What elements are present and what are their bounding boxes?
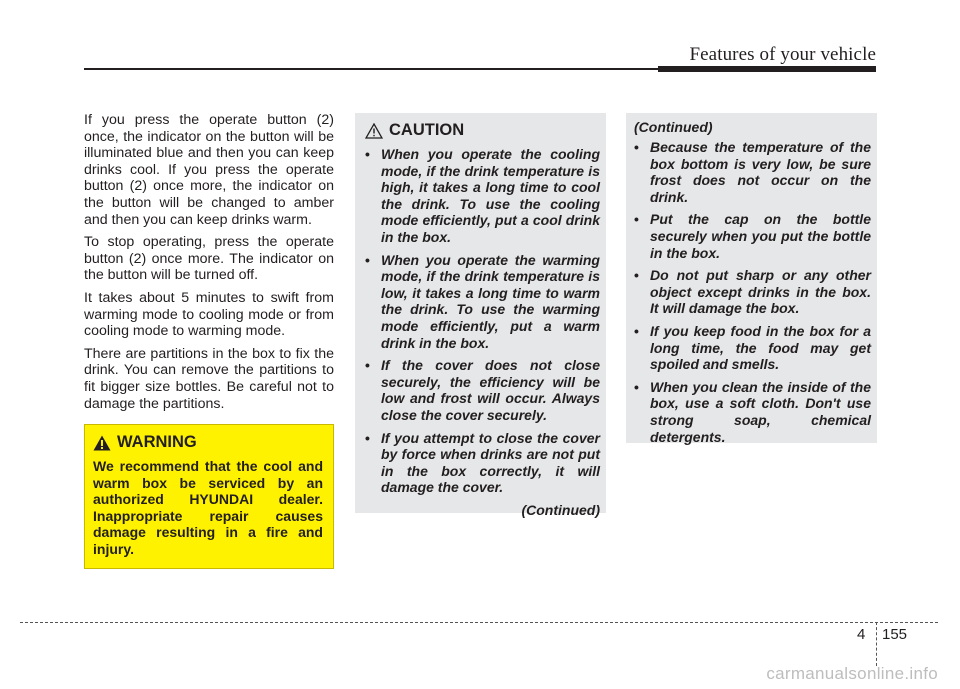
list-item: • If you attempt to close the cover by force when drinks are not put in the box correctly, it will damage the cover. — [365, 430, 600, 496]
chapter-number: 4 — [857, 626, 866, 643]
caution-heading-label: CAUTION — [389, 121, 465, 139]
caution-triangle-icon — [365, 123, 383, 139]
section-title: Features of your vehicle — [689, 44, 876, 65]
caution-list — [365, 146, 600, 496]
list-item: • Because the temperature of the box bottom is very low, be sure frost does not occur on the drink. — [634, 139, 871, 205]
caution-continued-list — [634, 139, 871, 445]
caution-heading — [365, 121, 600, 140]
header-rule-thick — [658, 66, 876, 72]
footer-page-divider — [876, 622, 877, 666]
paragraph: To stop operating, press the operate button (2) once more. The indicator on the button will be turned off. — [84, 234, 334, 284]
list-item: • If the cover does not close securely, the efficiency will be low and frost will occur. Always close the cover securely. — [365, 357, 600, 423]
header-rule-thin — [84, 68, 664, 70]
warning-triangle-icon — [93, 435, 111, 451]
paragraph: It takes about 5 minutes to swift from warming mode to cooling mode or from cooling mode to warming mode. — [84, 289, 334, 340]
list-item: • If you keep food in the box for a long time, the food may get spoiled and smells. — [634, 323, 871, 373]
watermark-text: carmanualsonline.info — [766, 664, 938, 683]
continued-label: (Continued) — [521, 501, 600, 518]
paragraph: If you press the operate button (2) once, the indicator on the button will be illuminated blue and then you can keep drinks cool. If you press the operate button (2) once more, the indicator on the button will be changed to amber and then you can keep drinks warm. — [84, 112, 334, 228]
warning-text: We recommend that the cool and warm box be serviced by an authorized HYUNDAI dealer. Inappropriate repair causes damage resulting in a fire and injury. — [93, 458, 323, 557]
warning-heading — [93, 433, 323, 452]
continued-label: (Continued) — [634, 119, 713, 135]
caution-continued-box — [626, 113, 877, 443]
list-item: • When you operate the cooling mode, if the drink temperature is high, it takes a long time to cool the drink. To use the cooling mode efficiently, put a cool drink in the box. — [365, 146, 600, 246]
list-item: • Do not put sharp or any other object except drinks in the box. It will damage the box. — [634, 267, 871, 317]
list-item: • When you operate the warming mode, if the drink temperature is low, it takes a long time to warm the drink. To use the warming mode efficiently, put a warm drink in the box. — [365, 252, 600, 352]
paragraph: There are partitions in the box to fix the drink. You can remove the partitions to fit bigger size bottles. Be careful not to damage the partitions. — [84, 345, 334, 412]
warning-box — [84, 424, 334, 569]
list-item: • Put the cap on the bottle securely when you put the bottle in the box. — [634, 211, 871, 261]
list-item: • When you clean the inside of the box, use a soft cloth. Don't use strong soap, chemical detergents. — [634, 379, 871, 445]
page-number: 155 — [882, 626, 908, 643]
left-column-text — [84, 112, 334, 418]
warning-heading-label: WARNING — [117, 433, 197, 451]
footer-dashed-rule — [20, 622, 938, 623]
caution-box — [355, 113, 606, 518]
